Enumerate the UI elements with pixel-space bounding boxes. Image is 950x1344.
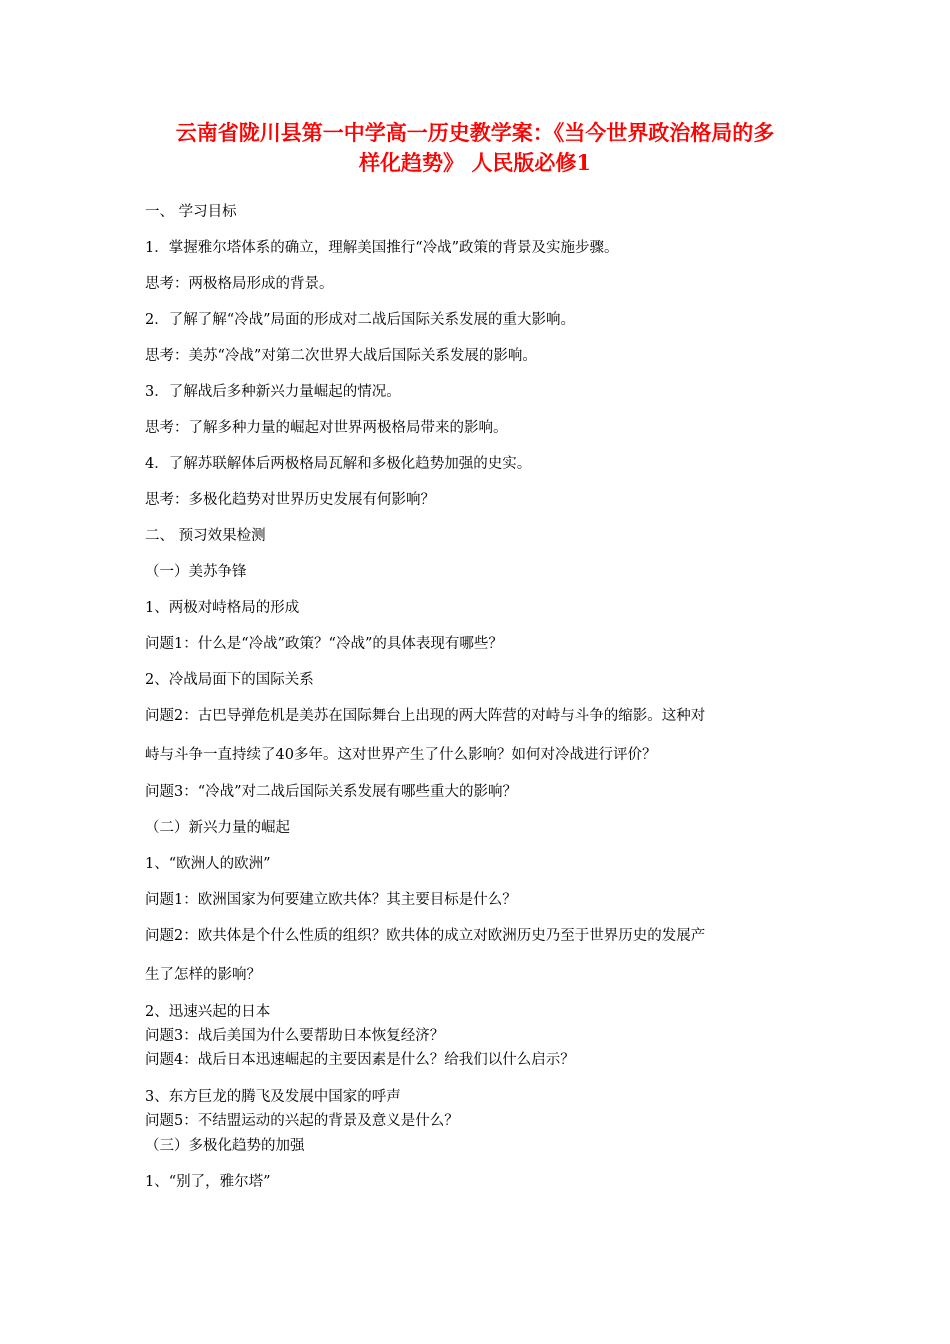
topic-4: 2、迅速兴起的日本 bbox=[145, 1004, 271, 1020]
question-2-3: 问题3：战后美国为什么要帮助日本恢复经济？ bbox=[145, 1028, 445, 1044]
topic-5: 3、东方巨龙的腾飞及发展中国家的呼声 bbox=[145, 1089, 401, 1105]
thinking-3: 思考：了解多种力量的崛起对世界两极格局带来的影响。 bbox=[145, 420, 508, 436]
section-heading-preview: 二、 预习效果检测 bbox=[145, 528, 266, 544]
title-line-1: 云南省陇川县第一中学高一历史教学案：《当今世界政治格局的多 bbox=[175, 120, 775, 145]
objective-3: 3．了解战后多种新兴力量崛起的情况。 bbox=[145, 384, 401, 400]
question-2-4: 问题4：战后日本迅速崛起的主要因素是什么？给我们以什么启示？ bbox=[145, 1052, 575, 1068]
title-line-2: 样化趋势》 人民版必修1 bbox=[359, 150, 591, 175]
subsection-heading-2: （二）新兴力量的崛起 bbox=[145, 820, 290, 836]
subsection-heading-1: （一）美苏争锋 bbox=[145, 564, 247, 580]
question-1-2: 问题2：古巴导弹危机是美苏在国际舞台上出现的两大阵营的对峙与斗争的缩影。这种对 bbox=[145, 708, 706, 724]
section-heading-objectives: 一、 学习目标 bbox=[145, 204, 237, 220]
objective-1: 1．掌握雅尔塔体系的确立，理解美国推行“冷战”政策的背景及实施步骤。 bbox=[145, 240, 619, 256]
topic-3: 1、“欧洲人的欧洲” bbox=[145, 856, 271, 872]
question-1-1: 问题1：什么是“冷战”政策？“冷战”的具体表现有哪些？ bbox=[145, 636, 503, 652]
objective-4: 4．了解苏联解体后两极格局瓦解和多极化趋势加强的史实。 bbox=[145, 456, 532, 472]
thinking-4: 思考：多极化趋势对世界历史发展有何影响？ bbox=[145, 492, 435, 508]
objective-2: 2．了解了解“冷战”局面的形成对二战后国际关系发展的重大影响。 bbox=[145, 312, 576, 328]
question-2-2-cont: 生了怎样的影响？ bbox=[145, 967, 261, 983]
document-title bbox=[120, 118, 830, 178]
topic-6: 1、“别了，雅尔塔” bbox=[145, 1174, 271, 1190]
question-2-1: 问题1：欧洲国家为何要建立欧共体？其主要目标是什么？ bbox=[145, 892, 517, 908]
question-1-2-cont: 峙与斗争一直持续了40多年。这对世界产生了什么影响？如何对冷战进行评价？ bbox=[145, 747, 657, 763]
question-2-5: 问题5：不结盟运动的兴起的背景及意义是什么？ bbox=[145, 1113, 459, 1129]
thinking-2: 思考：美苏“冷战”对第二次世界大战后国际关系发展的影响。 bbox=[145, 348, 537, 364]
topic-1: 1、两极对峙格局的形成 bbox=[145, 600, 300, 616]
topic-2: 2、冷战局面下的国际关系 bbox=[145, 672, 314, 688]
subsection-heading-3: （三）多极化趋势的加强 bbox=[145, 1138, 305, 1154]
question-2-2: 问题2：欧共体是个什么性质的组织？欧共体的成立对欧洲历史乃至于世界历史的发展产 bbox=[145, 928, 706, 944]
thinking-1: 思考：两极格局形成的背景。 bbox=[145, 276, 334, 292]
question-1-3: 问题3：“冷战”对二战后国际关系发展有哪些重大的影响？ bbox=[145, 784, 518, 800]
